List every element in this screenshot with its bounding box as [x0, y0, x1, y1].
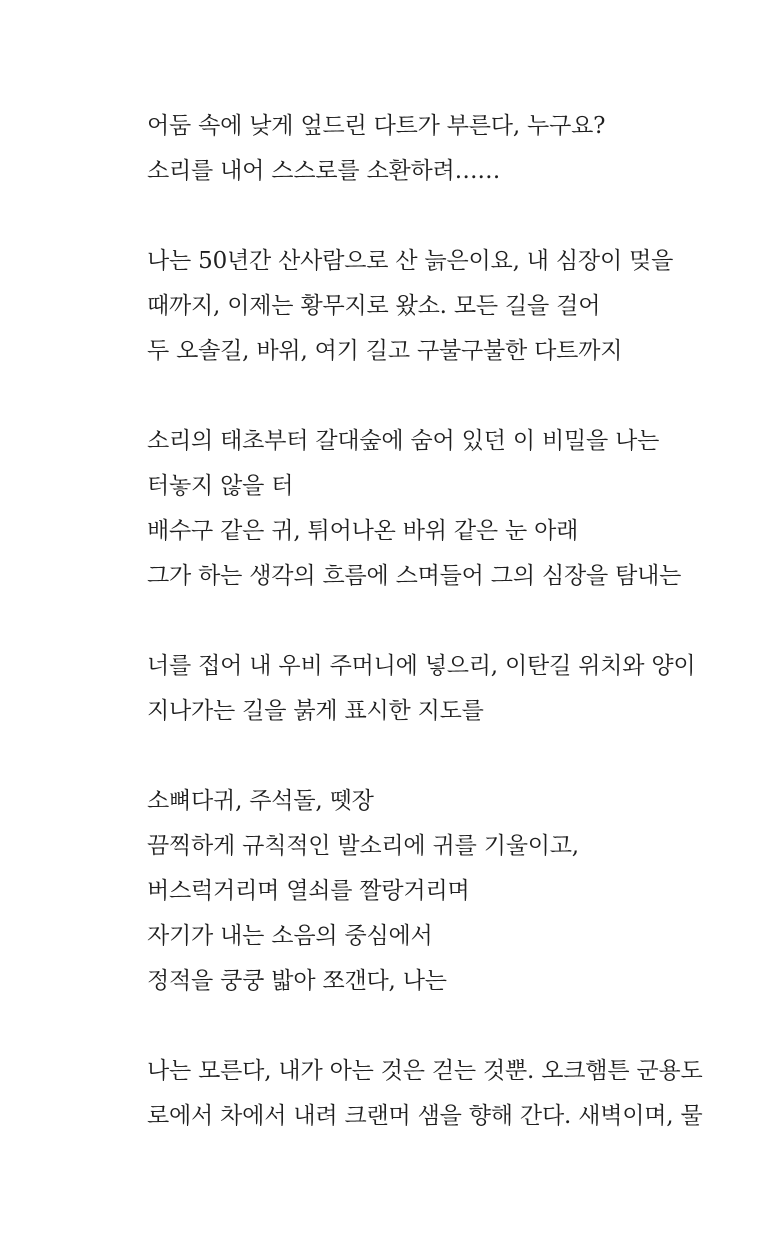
poem-line: 너를 접어 내 우비 주머니에 넣으리, 이탄길 위치와 양이	[147, 653, 696, 679]
poem-line: 버스럭거리며 열쇠를 짤랑거리며	[147, 878, 470, 904]
poem-line: 나는 50년간 산사람으로 산 늙은이요, 내 심장이 멎을	[147, 248, 674, 274]
poem-line: 소리를 내어 스스로를 소환하려……	[147, 158, 501, 184]
poem-line: 끔찍하게 규칙적인 발소리에 귀를 기울이고,	[147, 833, 579, 859]
poem-line: 그가 하는 생각의 흐름에 스며들어 그의 심장을 탐내는	[147, 563, 682, 589]
poem-line: 정적을 쿵쿵 밟아 쪼갠다, 나는	[147, 968, 447, 994]
poem-line: 두 오솔길, 바위, 여기 길고 구불구불한 다트까지	[147, 338, 623, 364]
poem-line: 때까지, 이제는 황무지로 왔소. 모든 길을 걸어	[147, 293, 601, 319]
poem-line: 자기가 내는 소음의 중심에서	[147, 923, 433, 949]
poem-line: 로에서 차에서 내려 크랜머 샘을 향해 간다. 새벽이며, 물	[147, 1103, 703, 1129]
poem-line: 터놓지 않을 터	[147, 473, 294, 499]
stanza-2	[147, 239, 747, 374]
stanza-3	[147, 419, 747, 599]
stanza-1	[147, 104, 747, 194]
stanza-5	[147, 779, 747, 1004]
poem-text	[147, 104, 747, 1184]
stanza-4	[147, 644, 747, 734]
poem-line: 소리의 태초부터 갈대숲에 숨어 있던 이 비밀을 나는	[147, 428, 660, 454]
poem-line: 지나가는 길을 붉게 표시한 지도를	[147, 698, 484, 724]
poem-line: 배수구 같은 귀, 튀어나온 바위 같은 눈 아래	[147, 518, 579, 544]
poem-line: 어둠 속에 낮게 엎드린 다트가 부른다, 누구요?	[147, 113, 606, 139]
poem-line: 소뼈다귀, 주석돌, 뗏장	[147, 788, 374, 814]
stanza-6	[147, 1049, 747, 1139]
poem-line: 나는 모른다, 내가 아는 것은 걷는 것뿐. 오크햄튼 군용도	[147, 1058, 703, 1084]
